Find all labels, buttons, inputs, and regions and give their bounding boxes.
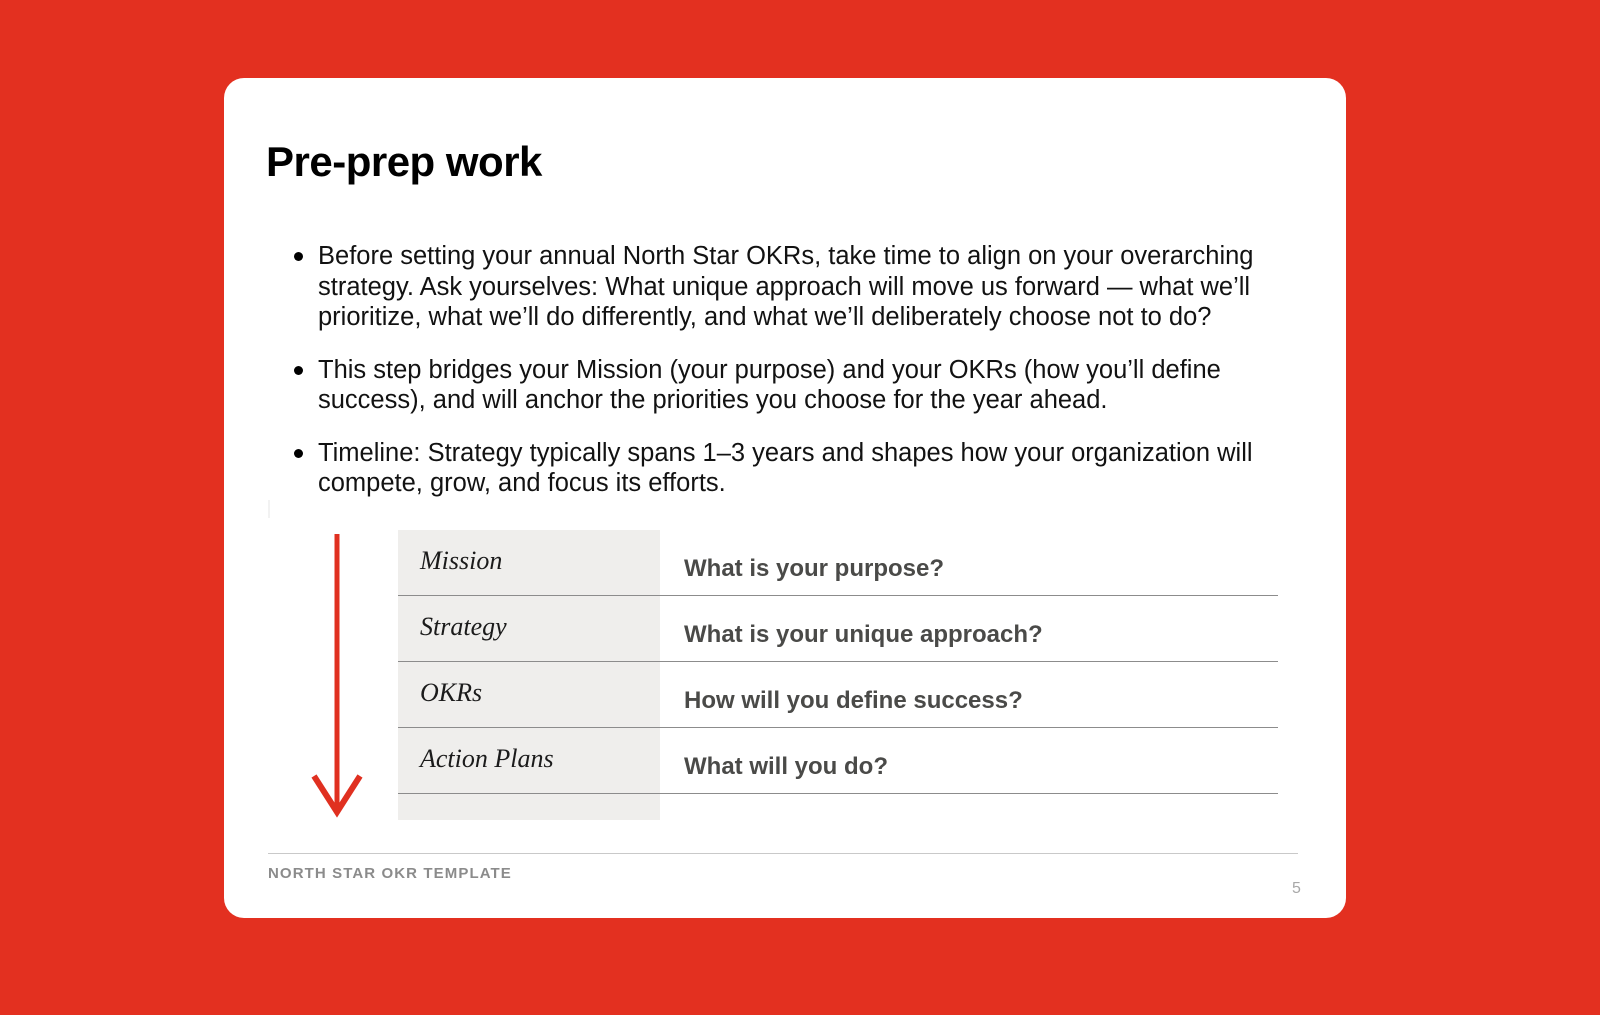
- table-row: [398, 596, 1278, 662]
- table-row: [398, 728, 1278, 794]
- row-divider: [398, 793, 1278, 794]
- table-row: [398, 662, 1278, 728]
- list-item: [266, 438, 1306, 499]
- bullet-dot-icon: [294, 366, 303, 375]
- list-item: [266, 241, 1306, 333]
- page-number: 5: [1292, 880, 1301, 897]
- framework-row-question: What is your unique approach?: [684, 621, 1043, 648]
- list-item-text: This step bridges your Mission (your purpose) and your OKRs (how you’ll define success), and will anchor the priorities you choose for the year ahead.: [318, 355, 1221, 414]
- list-item: [266, 355, 1306, 416]
- framework-row-label: OKRs: [420, 678, 483, 707]
- page-title: Pre-prep work: [266, 138, 542, 185]
- framework-row-question: What will you do?: [684, 753, 888, 780]
- framework-row-question: What is your purpose?: [684, 555, 945, 582]
- framework-row-label: Strategy: [420, 612, 507, 641]
- slide-card: [224, 78, 1346, 918]
- framework-row-question: How will you define success?: [684, 687, 1023, 714]
- bullet-dot-icon: [294, 252, 303, 261]
- bullet-list: [266, 241, 1306, 499]
- bullet-dot-icon: [294, 449, 303, 458]
- list-item-text: Timeline: Strategy typically spans 1–3 years and shapes how your organization will compete, grow, and focus its efforts.: [318, 438, 1253, 497]
- framework-row-label: Action Plans: [420, 744, 554, 773]
- footer-label: NORTH STAR OKR TEMPLATE: [268, 865, 512, 882]
- framework-diagram: [224, 530, 1346, 830]
- table-row: [398, 530, 1278, 596]
- faint-tick-artifact: [268, 500, 270, 518]
- framework-row-label: Mission: [420, 546, 503, 575]
- footer-divider: [268, 853, 1298, 854]
- down-arrow-icon: [312, 530, 382, 818]
- list-item-text: Before setting your annual North Star OKRs, take time to align on your overarching strategy. Ask yourselves: What unique approach will move us forward — what we’ll prioritize, what we’ll do differently, and what we’ll deliberately choose not to do?: [318, 242, 1254, 331]
